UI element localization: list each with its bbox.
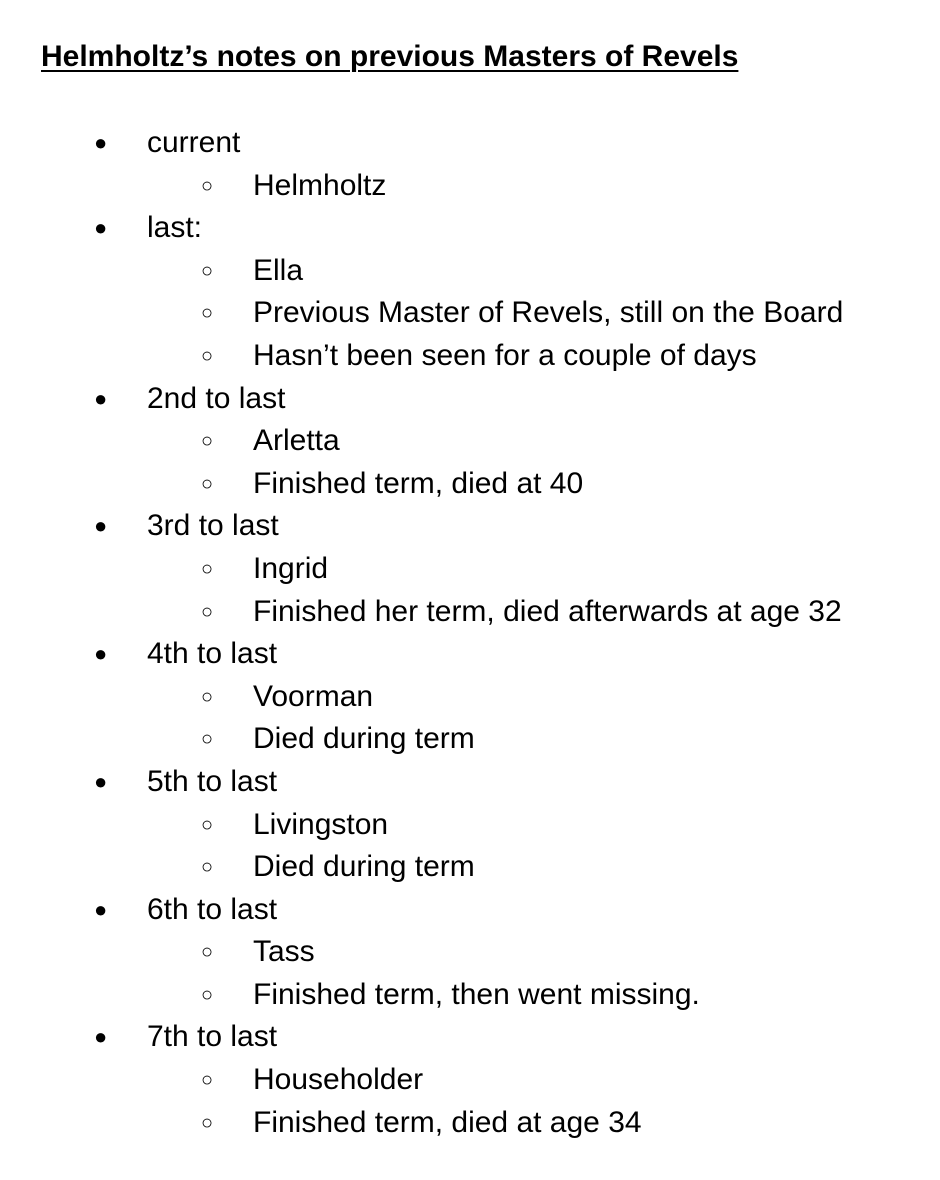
hollow-bullet-icon: ○ (201, 983, 214, 1006)
hollow-bullet-icon: ○ (201, 174, 214, 197)
filled-bullet-icon: ● (94, 768, 108, 794)
sub-list-item-text: Previous Master of Revels, still on the Board (253, 296, 844, 330)
sub-list-item-text: Ingrid (253, 551, 329, 585)
hollow-bullet-icon: ○ (201, 472, 214, 495)
hollow-bullet-icon: ○ (201, 685, 214, 708)
hollow-bullet-icon: ○ (201, 813, 214, 836)
list-item-label: 4th to last (147, 637, 278, 671)
filled-bullet-icon: ● (94, 385, 108, 411)
list-item-label: current (147, 126, 241, 159)
hollow-bullet-icon: ○ (201, 302, 214, 325)
sub-list-item-text: Voorman (253, 679, 374, 713)
sub-list-item-text: Finished term, then went missing. (253, 977, 700, 1011)
sub-list-item-text: Arletta (253, 424, 340, 458)
sub-list-item-text: Livingston (253, 807, 389, 841)
sub-list-item-text: Tass (253, 935, 315, 969)
list-item-label: 2nd to last (147, 381, 286, 415)
list-item-label: last: (147, 211, 203, 245)
hollow-bullet-icon: ○ (201, 430, 214, 453)
sub-list-item-text: Died during term (253, 850, 475, 884)
filled-bullet-icon: ● (94, 1024, 108, 1050)
hollow-bullet-icon: ○ (201, 344, 214, 367)
filled-bullet-icon: ● (94, 215, 108, 241)
filled-bullet-icon: ● (94, 896, 108, 922)
sub-list-item-text: Helmholtz (253, 168, 387, 202)
hollow-bullet-icon: ○ (201, 856, 214, 879)
hollow-bullet-icon: ○ (201, 728, 214, 751)
hollow-bullet-icon: ○ (201, 1111, 214, 1134)
hollow-bullet-icon: ○ (201, 259, 214, 282)
sub-list-item-text: Died during term (253, 722, 475, 756)
list-item-label: 6th to last (147, 892, 278, 926)
sub-list-item-text: Householder (253, 1063, 424, 1097)
list-item-label: 3rd to last (147, 509, 279, 543)
hollow-bullet-icon: ○ (201, 1069, 214, 1092)
sub-list-item-text: Finished term, died at age 34 (253, 1105, 642, 1139)
filled-bullet-icon: ● (94, 130, 108, 155)
document-title: Helmholtz’s notes on previous Masters of Revels (41, 40, 739, 73)
hollow-bullet-icon: ○ (201, 557, 214, 580)
hollow-bullet-icon: ○ (201, 600, 214, 623)
list-item-label: 5th to last (147, 764, 278, 798)
filled-bullet-icon: ● (94, 513, 108, 539)
sub-list-item-text: Ella (253, 253, 304, 287)
sub-list-item-text: Finished term, died at 40 (253, 466, 584, 500)
sub-list-item-text: Finished her term, died afterwards at age 32 (253, 594, 842, 628)
filled-bullet-icon: ● (94, 641, 108, 667)
sub-list-item-text: Hasn’t been seen for a couple of days (253, 338, 757, 372)
list-item-label: 7th to last (147, 1020, 278, 1054)
hollow-bullet-icon: ○ (201, 941, 214, 964)
